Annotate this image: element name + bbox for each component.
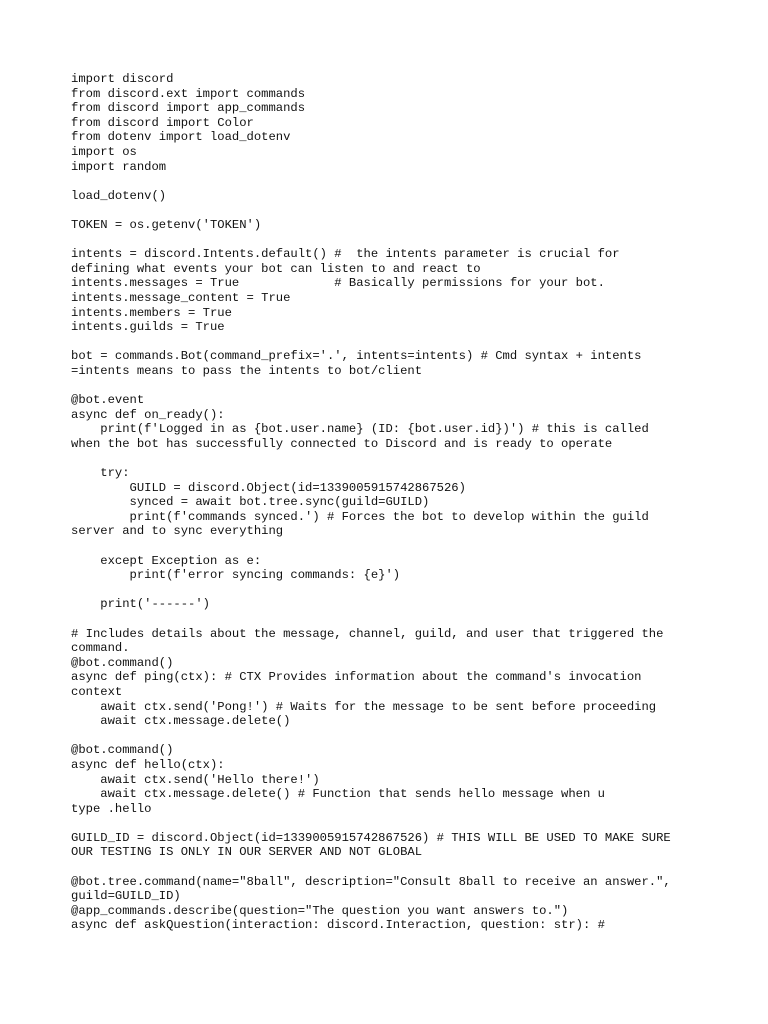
code-line: async def on_ready(): — [71, 407, 225, 422]
code-line: from dotenv import load_dotenv — [71, 130, 291, 145]
code-line: GUILD_ID = discord.Object(id=1339005915742867526) # THIS WILL BE USED TO MAKE SURE — [71, 830, 671, 845]
code-line — [71, 378, 711, 393]
code-line: when the bot has successfully connected to Discord and is ready to operate — [71, 436, 613, 451]
code-line: @bot.command() — [71, 655, 174, 670]
code-line: guild=GUILD_ID) — [71, 889, 181, 904]
code-line: intents = discord.Intents.default() # the intents parameter is crucial for — [71, 247, 620, 262]
code-line: from discord import app_commands — [71, 101, 306, 116]
code-line: try: — [71, 466, 130, 481]
code-line — [71, 203, 711, 218]
code-line — [71, 174, 711, 189]
code-line: @bot.command() — [71, 743, 174, 758]
code-line: server and to sync everything — [71, 524, 284, 539]
code-line — [71, 233, 711, 248]
code-line — [71, 860, 711, 875]
code-line: import os — [71, 144, 137, 159]
code-line: await ctx.send('Hello there!') — [71, 772, 320, 787]
code-line: print('------') — [71, 597, 210, 612]
code-line: OUR TESTING IS ONLY IN OUR SERVER AND NOT GLOBAL — [71, 845, 423, 860]
code-line — [71, 335, 711, 350]
code-line — [71, 729, 711, 744]
code-line: load_dotenv() — [71, 188, 167, 203]
code-line: synced = await bot.tree.sync(guild=GUILD) — [71, 495, 430, 510]
code-line: context — [71, 684, 123, 699]
code-line: @app_commands.describe(question="The question you want answers to.") — [71, 903, 569, 918]
code-line: import discord — [71, 72, 174, 86]
code-line: await ctx.send('Pong!') # Waits for the message to be sent before proceeding — [71, 699, 657, 714]
code-line: await ctx.message.delete() — [71, 714, 291, 729]
code-line: @bot.event — [71, 393, 145, 408]
code-line: async def ping(ctx): # CTX Provides information about the command's invocation — [71, 670, 642, 685]
code-line: GUILD = discord.Object(id=1339005915742867526) — [71, 480, 466, 495]
code-line: async def askQuestion(interaction: discord.Interaction, question: str): # — [71, 918, 605, 933]
code-line: print(f'commands synced.') # Forces the bot to develop within the guild — [71, 509, 649, 524]
code-line: from discord import Color — [71, 115, 254, 130]
code-line: intents.members = True — [71, 305, 232, 320]
code-line: from discord.ext import commands — [71, 86, 306, 101]
code-line: =intents means to pass the intents to bot/client — [71, 363, 423, 378]
code-line: TOKEN = os.getenv('TOKEN') — [71, 217, 262, 232]
code-line: intents.guilds = True — [71, 320, 225, 335]
code-line: @bot.tree.command(name="8ball", description="Consult 8ball to receive an answer.", — [71, 874, 671, 889]
code-line: intents.message_content = True — [71, 290, 291, 305]
code-line: import random — [71, 159, 167, 174]
code-line — [71, 816, 711, 831]
code-line: async def hello(ctx): — [71, 757, 225, 772]
code-line: command. — [71, 641, 130, 656]
code-line: type .hello — [71, 801, 152, 816]
code-line — [71, 583, 711, 598]
code-line: except Exception as e: — [71, 553, 262, 568]
code-line: print(f'error syncing commands: {e}') — [71, 568, 401, 583]
code-line: defining what events your bot can listen to and react to — [71, 261, 481, 276]
code-line — [71, 612, 711, 627]
code-line: await ctx.message.delete() # Function that sends hello message when u — [71, 787, 605, 802]
code-line — [71, 539, 711, 554]
code-line — [71, 451, 711, 466]
code-line: print(f'Logged in as {bot.user.name} (ID: {bot.user.id})') # this is called — [71, 422, 649, 437]
code-line: bot = commands.Bot(command_prefix='.', intents=intents) # Cmd syntax + intents — [71, 349, 642, 364]
code-listing — [71, 72, 711, 933]
code-line: intents.messages = True # Basically permissions for your bot. — [71, 276, 605, 291]
code-line: # Includes details about the message, channel, guild, and user that triggered the — [71, 626, 664, 641]
